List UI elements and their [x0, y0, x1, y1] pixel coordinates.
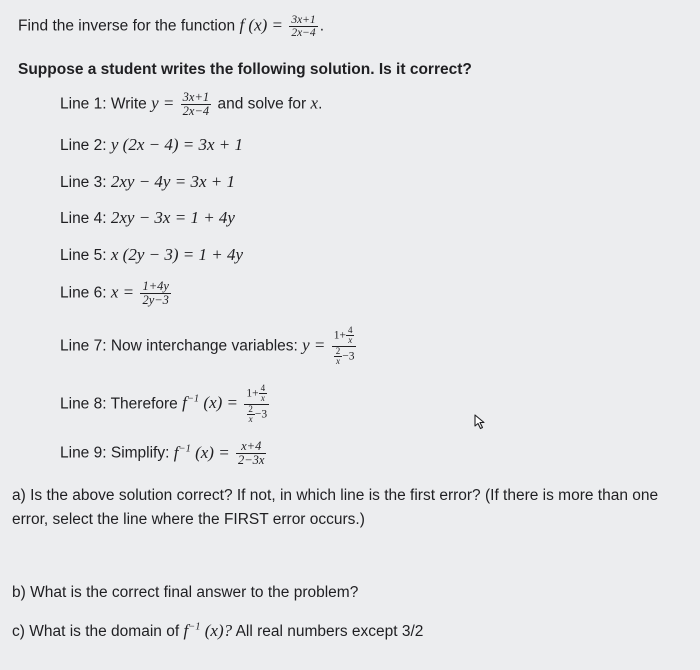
inner-denominator: x [248, 414, 253, 425]
term: −3 [254, 408, 268, 421]
fraction-denominator [332, 346, 357, 367]
function-arg: (x) = [195, 442, 230, 462]
question-part-c [12, 621, 423, 641]
solution-line-8 [60, 384, 271, 425]
line-text: Now interchange variables: [110, 337, 298, 355]
fraction-numerator: x+4 [241, 439, 262, 453]
line-label: Line 4: [60, 210, 107, 227]
line-fraction [236, 440, 266, 467]
line-math: x = [110, 282, 135, 302]
line-label: Line 5: [60, 247, 107, 264]
inner-denominator: x [335, 356, 340, 367]
line-text: and solve for [217, 95, 307, 113]
fraction-denominator: 2−3x [237, 453, 265, 468]
term: −3 [342, 350, 355, 363]
fraction-numerator: 3x+1 [291, 14, 316, 26]
fraction-numerator: 3x+1 [182, 90, 210, 104]
solution-line-5 [60, 245, 243, 265]
question-part-a: a) Is the above solution correct? If not, in which line is the first error? (If there is more than one error, select the line where the FIRST error occurs.) [12, 487, 659, 528]
function-arg: (x)? [204, 621, 233, 640]
superscript: −1 [188, 621, 201, 633]
inner-numerator: 4 [260, 383, 266, 393]
line-math [182, 393, 238, 412]
line-math: y (2x − 4) = 3x + 1 [110, 135, 243, 154]
superscript: −1 [178, 443, 191, 455]
term: 1+ [246, 387, 259, 400]
line-math: y = [151, 93, 175, 113]
fraction-denominator: 2y−3 [142, 293, 169, 308]
fraction-numerator [244, 384, 269, 404]
fraction-denominator [244, 404, 269, 425]
inner-numerator: 4 [347, 325, 353, 335]
mouse-cursor-icon [473, 414, 487, 430]
line-label: Line 7: [60, 337, 107, 355]
solution-line-3 [60, 172, 235, 192]
line-label: Line 2: [60, 137, 107, 154]
line-math: x [310, 93, 319, 113]
question-part-b: b) What is the correct final answer to the problem? [12, 584, 359, 601]
inner-numerator: 2 [248, 403, 253, 414]
answer-text: All real numbers except 3/2 [235, 623, 424, 640]
line-fraction [181, 91, 211, 118]
line-math [174, 443, 230, 462]
line-math: 2xy − 4y = 3x + 1 [110, 172, 235, 191]
solution-line-2 [60, 135, 243, 155]
solution-line-4 [60, 208, 235, 228]
line-text: Write [110, 95, 147, 113]
problem-statement [18, 14, 324, 39]
inner-denominator: x [348, 335, 353, 346]
line-text: Simplify: [110, 444, 170, 462]
line-math: y = [302, 335, 326, 355]
solution-line-1 [60, 91, 322, 118]
function-fraction [289, 14, 317, 39]
solution-line-9 [60, 440, 268, 467]
fraction-denominator: 2x−4 [291, 27, 316, 40]
period: . [318, 95, 323, 113]
inner-denominator: x [260, 393, 265, 404]
line-label: Line 6: [60, 284, 107, 302]
question-intro: Suppose a student writes the following solution. Is it correct? [18, 61, 472, 78]
function-name: f [183, 621, 189, 640]
compound-fraction [244, 384, 269, 425]
function-arg: (x) = [203, 393, 239, 413]
line-label: Line 9: [60, 444, 107, 462]
question-text: c) What is the domain of [12, 623, 180, 640]
function-name: f [182, 393, 187, 413]
line-label: Line 8: [60, 395, 107, 413]
line-math: x (2y − 3) = 1 + 4y [110, 245, 243, 264]
inner-numerator: 2 [335, 345, 341, 356]
fraction-numerator: 1+4y [142, 279, 169, 293]
function-name: f [173, 442, 179, 462]
line-text: Therefore [110, 395, 178, 413]
problem-prompt: Find the inverse for the function [18, 17, 236, 35]
line-label: Line 1: [60, 95, 107, 113]
line-fraction [140, 280, 170, 307]
solution-line-6 [60, 280, 173, 307]
fraction-numerator [332, 326, 357, 346]
term: 1+ [333, 329, 346, 342]
fraction-denominator: 2x−4 [182, 104, 210, 119]
solution-line-7 [60, 326, 358, 367]
superscript: −1 [186, 393, 200, 405]
line-math: 2xy − 3x = 1 + 4y [110, 208, 235, 227]
period: . [319, 17, 324, 35]
line-label: Line 3: [60, 174, 107, 191]
function-lhs: f (x) = [239, 15, 283, 35]
line-math [183, 621, 232, 640]
compound-fraction [332, 326, 357, 367]
